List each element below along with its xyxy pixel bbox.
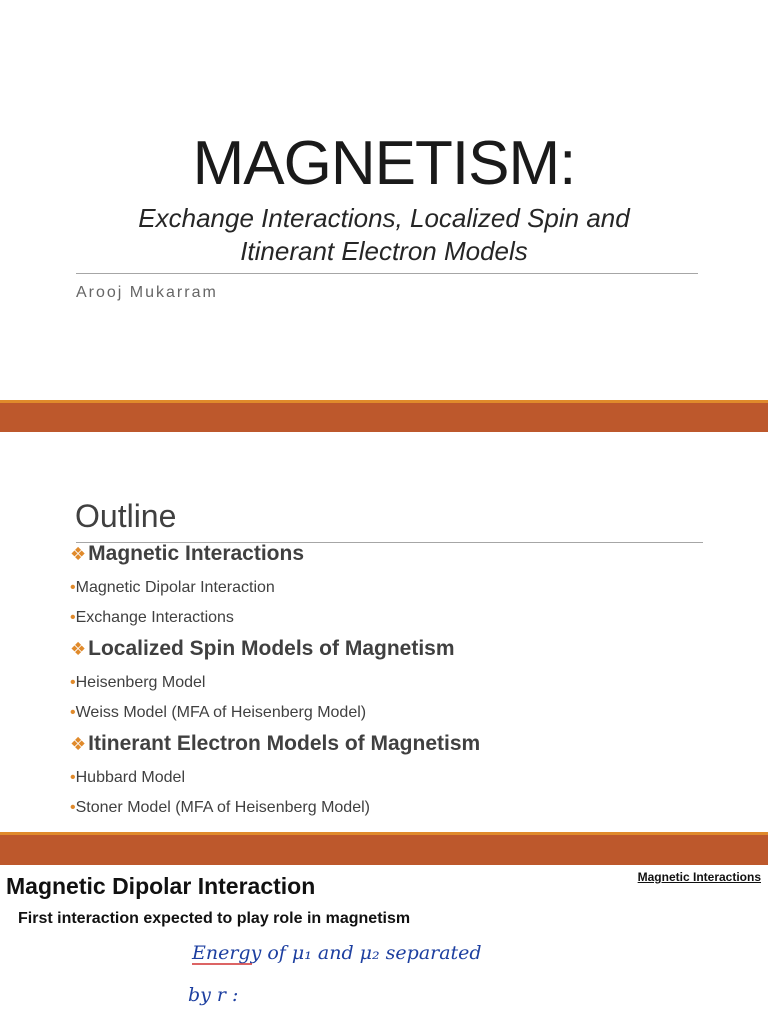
outline-heading: [70, 637, 455, 661]
heading-text: Localized Spin Models of Magnetism: [88, 637, 455, 660]
diamond-bullet-icon: ❖: [70, 638, 87, 659]
outline-title: Outline: [75, 498, 177, 534]
bullet-icon: •: [70, 704, 76, 721]
author-name: Arooj Mukarram: [76, 284, 218, 301]
outline-item: [70, 704, 366, 722]
outline-item: [70, 799, 370, 817]
bullet-icon: •: [70, 579, 76, 596]
outline-heading: [70, 542, 304, 566]
heading-text: Magnetic Interactions: [88, 542, 305, 565]
diamond-bullet-icon: ❖: [70, 733, 87, 754]
item-text: Weiss Model (MFA of Heisenberg Model): [75, 704, 367, 721]
subtitle-line-1: Exchange Interactions, Localized Spin and: [138, 203, 630, 233]
bullet-icon: •: [70, 769, 76, 786]
title-divider: [76, 273, 698, 274]
subtitle-line-2: Itinerant Electron Models: [240, 236, 528, 266]
outline-heading: [70, 732, 480, 756]
outline-item: [70, 674, 205, 692]
item-text: Magnetic Dipolar Interaction: [75, 579, 275, 596]
slide-heading: Magnetic Dipolar Interaction: [6, 873, 316, 899]
slide-title: MAGNETISM:: [192, 129, 576, 198]
outline-item: [70, 769, 185, 787]
item-text: Exchange Interactions: [75, 609, 234, 626]
handwritten-line-1: Energy of μ₁ and μ₂ separated: [192, 942, 482, 964]
title-slide: [0, 0, 768, 400]
outline-slide: [0, 432, 768, 832]
outline-item: [70, 609, 234, 627]
section-label: Magnetic Interactions: [637, 870, 761, 884]
slide-subtitle: [0, 202, 768, 268]
slide-subheading: First interaction expected to play role in magnetism: [18, 910, 411, 927]
outline-item: [70, 579, 275, 597]
dipolar-slide: [0, 865, 768, 1024]
slide-separator: [0, 832, 768, 865]
item-text: Hubbard Model: [75, 769, 186, 786]
bullet-icon: •: [70, 799, 76, 816]
slide-separator: [0, 400, 768, 432]
handwritten-line-2: by r :: [188, 984, 239, 1006]
heading-text: Itinerant Electron Models of Magnetism: [88, 732, 481, 755]
bullet-icon: •: [70, 609, 76, 626]
item-text: Stoner Model (MFA of Heisenberg Model): [75, 799, 370, 816]
handwritten-notes: [180, 929, 540, 1024]
item-text: Heisenberg Model: [75, 674, 206, 691]
bullet-icon: •: [70, 674, 76, 691]
diamond-bullet-icon: ❖: [70, 543, 87, 564]
